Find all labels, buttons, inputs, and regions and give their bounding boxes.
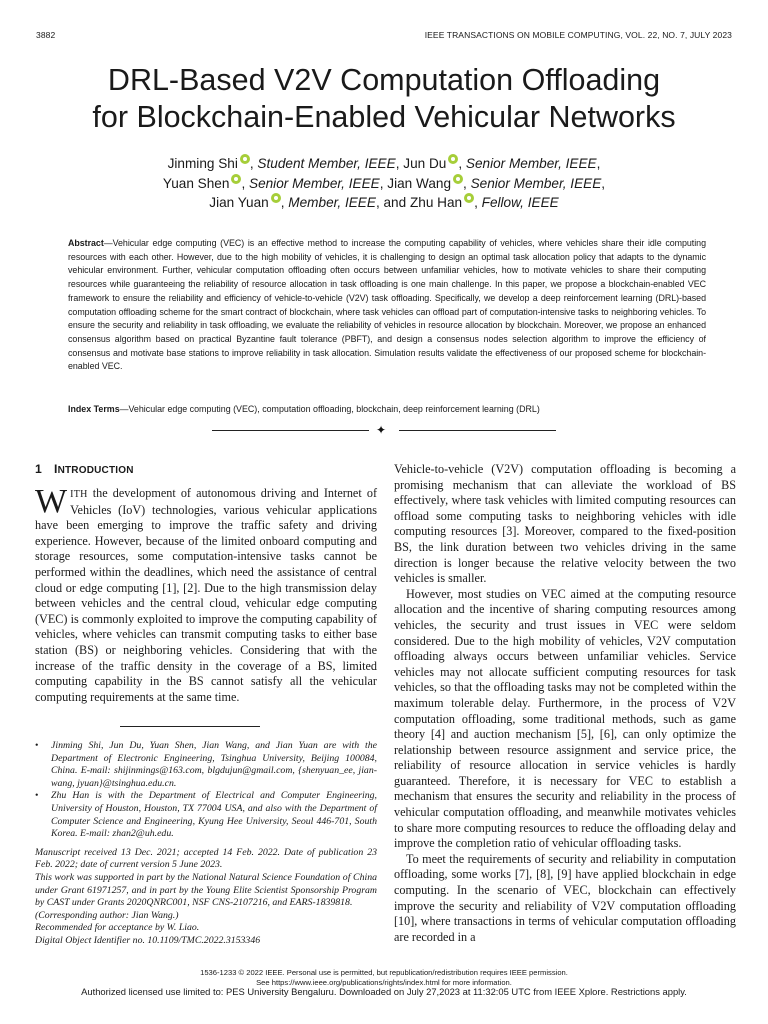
recommended-note: Recommended for acceptance by W. Liao. xyxy=(35,922,200,934)
author-line-2: Yuan Shen , Senior Member, IEEE, Jian Wang , Senior Member, IEEE, xyxy=(162,175,606,191)
orcid-icon[interactable] xyxy=(464,193,474,203)
bullet-icon: • xyxy=(35,790,39,802)
section-heading xyxy=(35,462,134,476)
author-role: Senior Member, IEEE xyxy=(249,175,380,191)
author-line-3: Jian Yuan , Member, IEEE, and Zhu Han , Fellow, IEEE xyxy=(209,195,559,210)
index-terms-label: Index Terms xyxy=(68,404,120,414)
page-number: 3882 xyxy=(36,30,56,40)
title-line-2: for Blockchain-Enabled Vehicular Networks xyxy=(92,100,676,134)
author-name: Jinming Shi xyxy=(167,156,238,171)
orcid-icon[interactable] xyxy=(271,193,281,203)
separator-rule-right xyxy=(399,430,556,431)
separator-rule-left xyxy=(212,430,369,431)
small-caps-lead: ITH xyxy=(70,489,88,500)
orcid-icon[interactable] xyxy=(240,154,250,164)
orcid-icon[interactable] xyxy=(453,174,463,184)
affiliation-text: Zhu Han is with the Department of Electrical and Computer Engineering, University of Houston, Houston, TX 77004 USA, and also with the Department of Computer Science and Engineering, Kyung Hee University, Seoul 446-701, South Korea. E-mail: zhan2@uh.edu. xyxy=(51,790,377,840)
author-role: Senior Member, IEEE xyxy=(470,175,602,191)
abstract xyxy=(68,237,706,374)
author-role: Student Member, IEEE xyxy=(257,156,396,171)
intro-paragraph-1 xyxy=(35,483,377,705)
orcid-icon[interactable] xyxy=(231,174,241,184)
left-column xyxy=(35,483,377,705)
separator-diamond-icon: ✦ xyxy=(376,423,387,437)
manuscript-notes xyxy=(35,847,377,948)
paper-title xyxy=(30,62,738,136)
section-title-initial: I xyxy=(53,462,58,476)
license-notice: Authorized licensed use limited to: PES University Bengaluru. Downloaded on July 27,2023 at 11:32:05 UTC from IEEE Xplore. Restrictions apply. xyxy=(81,986,687,997)
drop-cap: W xyxy=(35,483,68,520)
bullet-icon: • xyxy=(35,740,39,751)
section-number: 1 xyxy=(35,462,42,476)
funding-note: This work was supported in part by the National Natural Science Foundation of China under Grant 61971257, and in part by the Young Elite Scientist Sponsorship Program by CAST under Grants 2020QNRC001, NSF CNS-2107216, and EARS-1839818. xyxy=(35,871,377,909)
doi-note[interactable]: Digital Object Identifier no. 10.1109/TMC.2022.3153346 xyxy=(35,934,261,946)
corresponding-author: (Corresponding author: Jian Wang.) xyxy=(35,909,179,921)
intro-paragraph-2: Vehicle-to-vehicle (V2V) computation offloading is becoming a promising mechanism that can alleviate the workload of BS effectively, where task vehicles with limited computing resources can offload some computing tasks to neighboring vehicles with idle computing resources [3]. Moreover, compared to the fixed-position BS, the link duration between two vehicles driving in the same direction is longer because the relative velocity between the two vehicles is smaller. xyxy=(394,462,736,586)
intro-paragraph-4: To meet the requirements of security and reliability in computation offloading, some works [7], [8], [9] have applied blockchain in edge computing. In the scenario of VEC, blockchain can effectively improve the security and reliability of V2V computation offloading [10], where transactions in terms of vehicular computation offloading are recorded in a xyxy=(394,851,736,944)
author-line-1: Jinming Shi , Student Member, IEEE, Jun Du , Senior Member, IEEE, xyxy=(167,156,601,171)
paragraph-text: the development of autonomous driving and Internet of Vehicles (IoV) technologies, various vehicular applications have been emerging to improve the traffic safety and driving experience. However, because of the limited onboard computing and storage resources, some computation-intensive tasks cannot be performed within the deadlines, which need the assistance of central cloud or edge computing [1], [2]. Due to the high transmission delay between vehicles and the central cloud, vehicular edge computing (VEC) is commonly exploited to improve the computing capability of vehicles, where vehicles can transmit computing tasks to either base station (BS) or neighboring vehicles. Considering that with the increase of the traffic density in the coverage of a BS, limited computing capability in the BS cannot satisfy all the vehicular computing requirements at the same time. xyxy=(35,486,377,704)
copyright-line-1: 1536-1233 © 2022 IEEE. Personal use is permitted, but republication/redistribution requires IEEE permission. xyxy=(200,968,568,977)
footnotes xyxy=(35,740,377,948)
affiliation-note-1 xyxy=(35,740,377,790)
abstract-label: Abstract xyxy=(68,238,104,248)
abstract-text: —Vehicular edge computing (VEC) is an effective method to increase the computing capability of vehicles, where vehicles share their idle computing resources with each other. However, due to the high mobility of vehicles, it is challenging to design an optimal task allocation policy that adapts to the dynamic vehicular environment. Further, vehicular computation offloading often occurs between unfamiliar vehicles, how to motivate vehicles to share their computing resources while guaranteeing the reliability of resource allocation in task offloading is one main challenge. In this paper, we propose a blockchain-enabled VEC framework to ensure the reliability and efficiency of vehicle-to-vehicle (V2V) task offloading. Specifically, we develop a deep reinforcement learning (DRL)-based computation offloading scheme for the smart contract of blockchain, where task vehicles can offload part of computation-intensive tasks to neighboring vehicles. To ensure the security and reliability in task offloading, we evaluate the reliability of vehicles in resource allocation by blockchain. Moreover, we propose an enhanced consensus algorithm based on practical Byzantine fault tolerance (PBFT), and design a consensus nodes selection algorithm to improve the efficiency of consensus and motivate base stations to improve reliability in task allocation. Simulation results validate the effectiveness of our proposed scheme for blockchain-enabled VEC. xyxy=(68,238,706,372)
author-role: Fellow, IEEE xyxy=(481,195,559,210)
author-list xyxy=(40,154,728,213)
author-name: Yuan Shen xyxy=(162,175,230,191)
author-name: Jian Yuan xyxy=(209,195,269,210)
footnote-rule xyxy=(120,726,260,727)
author-name: Jian Wang xyxy=(387,175,452,191)
journal-header: IEEE TRANSACTIONS ON MOBILE COMPUTING, VOL. 22, NO. 7, JULY 2023 xyxy=(424,30,732,40)
affiliation-note-2 xyxy=(35,790,377,840)
copyright-notice xyxy=(0,968,768,988)
section-title-rest: NTRODUCTION xyxy=(57,465,134,476)
index-terms-text: —Vehicular edge computing (VEC), computation offloading, blockchain, deep reinforcement learning (DRL) xyxy=(119,404,540,414)
orcid-icon[interactable] xyxy=(448,154,458,164)
author-name: Jun Du xyxy=(403,156,447,171)
title-line-1: DRL-Based V2V Computation Offloading xyxy=(107,63,661,97)
manuscript-dates: Manuscript received 13 Dec. 2021; accepted 14 Feb. 2022. Date of publication 23 Feb. 2022; date of current version 5 June 2023. xyxy=(35,846,377,871)
author-role: Senior Member, IEEE xyxy=(465,156,597,171)
intro-paragraph-3: However, most studies on VEC aimed at the computing resource allocation and the incentive of sharing computing resources among vehicles, the security and trust issues in VEC were seldom considered. Due to the high mobility of vehicles, V2V computation offloading always occurs between unfamiliar vehicles. Service vehicles may not allocate sufficient computing resources for task vehicles, so that the offloading tasks may not be completed within the maximum tolerable delay. Furthermore, in the process of V2V computation offloading, some traditional methods, such as game theory [4] and auction mechanism [5], [6], can only optimize the relationship between resource assignment and service price, the reliability of resource allocation in service vehicles is hardly guaranteed. Therefore, it is necessary for VEC to establish a mechanism that ensures the security and reliability in the process of vehicular computation offloading, and meanwhile motivates vehicles to share more computing resources to reduce the offloading delay and improve the completion ratio of vehicular offloading tasks. xyxy=(394,586,736,851)
copyright-line-2[interactable]: See https://www.ieee.org/publications/rights/index.html for more information. xyxy=(256,978,512,987)
author-name: Zhu Han xyxy=(409,195,463,210)
author-role: Member, IEEE xyxy=(288,195,376,210)
right-column xyxy=(394,462,736,945)
index-terms xyxy=(68,403,706,417)
affiliation-text: Jinming Shi, Jun Du, Yuan Shen, Jian Wang, and Jian Yuan are with the Department of Electronic Engineering, Tsinghua University, Beijing 100084, China. E-mail: shijinmings@163.com, blgdujun@gmail.com, {shenyuan_ee, jian-wang, jyuan}@tsinghua.edu.cn. xyxy=(51,740,377,789)
